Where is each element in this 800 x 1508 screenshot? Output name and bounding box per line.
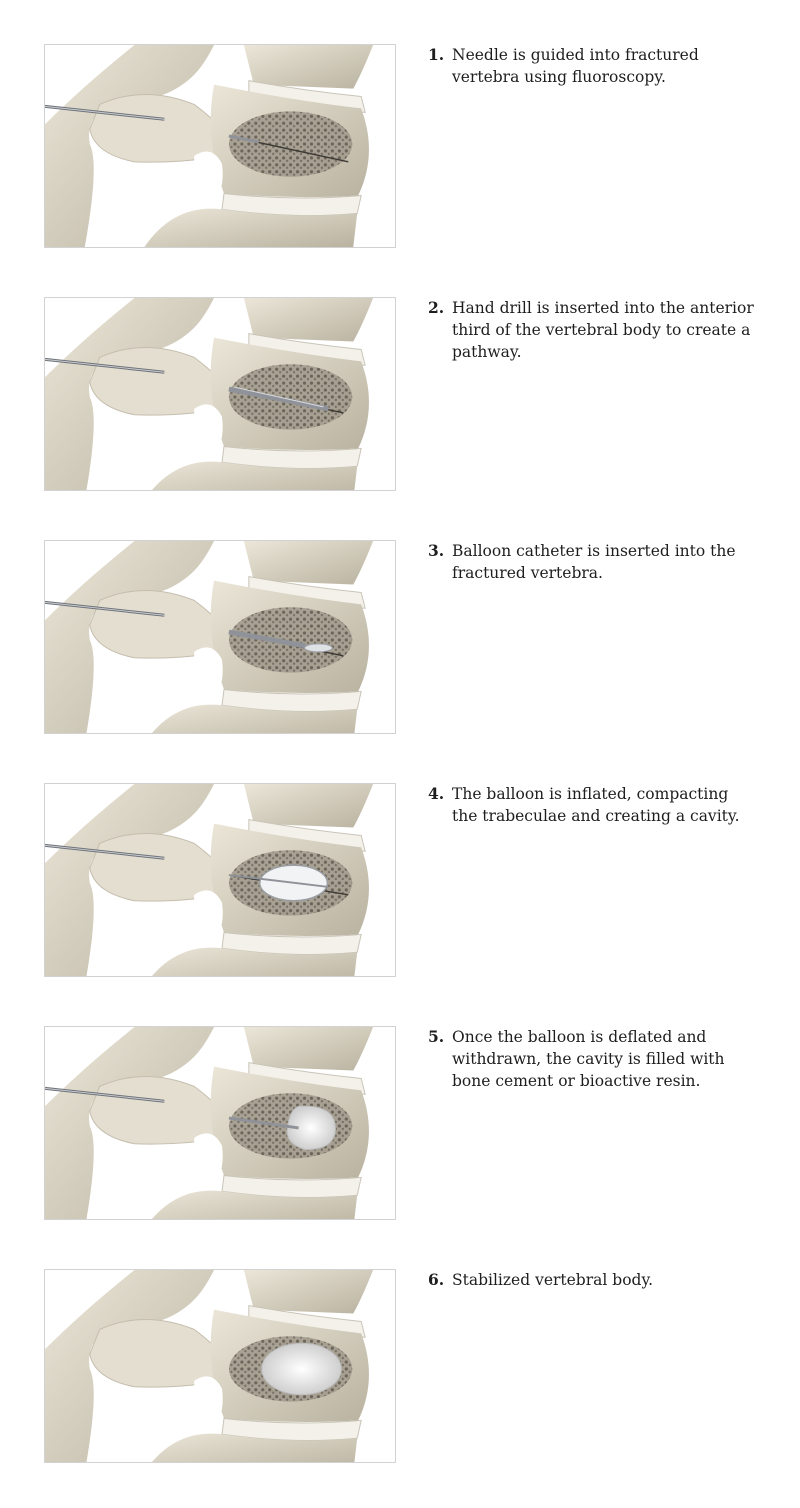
step-number: 4.	[428, 784, 445, 803]
step-number: 5.	[428, 1027, 445, 1046]
illustration-panel-1	[44, 44, 396, 248]
caption-5	[428, 1026, 758, 1092]
trabecular-bone	[229, 111, 352, 176]
upper-vertebra	[244, 784, 373, 828]
illustration-panel-3	[44, 540, 396, 734]
vertebra-stabilized-illustration	[45, 1270, 395, 1462]
step-text: The balloon is inflated, compacting the trabeculae and creating a cavity.	[452, 785, 740, 825]
caption-3	[428, 540, 758, 584]
vertebra-needle-illustration	[45, 45, 395, 247]
upper-vertebra	[244, 298, 373, 342]
trabecular-bone	[229, 364, 352, 429]
vertebra-cement-illustration	[45, 1027, 395, 1219]
vertebra-catheter-illustration	[45, 541, 395, 733]
caption-2	[428, 297, 758, 363]
vertebra-balloon-illustration	[45, 784, 395, 976]
illustration-panel-6	[44, 1269, 396, 1463]
caption-4	[428, 783, 758, 827]
step-text: Hand drill is inserted into the anterior third of the vertebral body to create a pathway.	[452, 299, 754, 361]
illustration-panel-5	[44, 1026, 396, 1220]
illustration-panel-2	[44, 297, 396, 491]
upper-vertebra	[244, 1270, 373, 1314]
step-number: 2.	[428, 298, 445, 317]
step-text: Needle is guided into fractured vertebra using fluoroscopy.	[452, 46, 699, 86]
caption-6	[428, 1269, 758, 1291]
step-text: Once the balloon is deflated and withdrawn, the cavity is filled with bone cement or bioactive resin.	[452, 1028, 725, 1090]
upper-vertebra	[244, 541, 373, 585]
step-text: Stabilized vertebral body.	[452, 1271, 654, 1289]
caption-1	[428, 44, 758, 88]
vertebra-drill-illustration	[45, 298, 395, 490]
step-number: 6.	[428, 1270, 445, 1289]
bone-cement	[262, 1343, 342, 1394]
upper-vertebra	[244, 1027, 373, 1071]
step-number: 3.	[428, 541, 445, 560]
illustration-panel-4	[44, 783, 396, 977]
deflated-balloon	[305, 644, 333, 652]
step-number: 1.	[428, 45, 445, 64]
step-text: Balloon catheter is inserted into the fractured vertebra.	[452, 542, 736, 582]
trabecular-bone	[229, 607, 352, 672]
upper-vertebra	[244, 45, 373, 89]
